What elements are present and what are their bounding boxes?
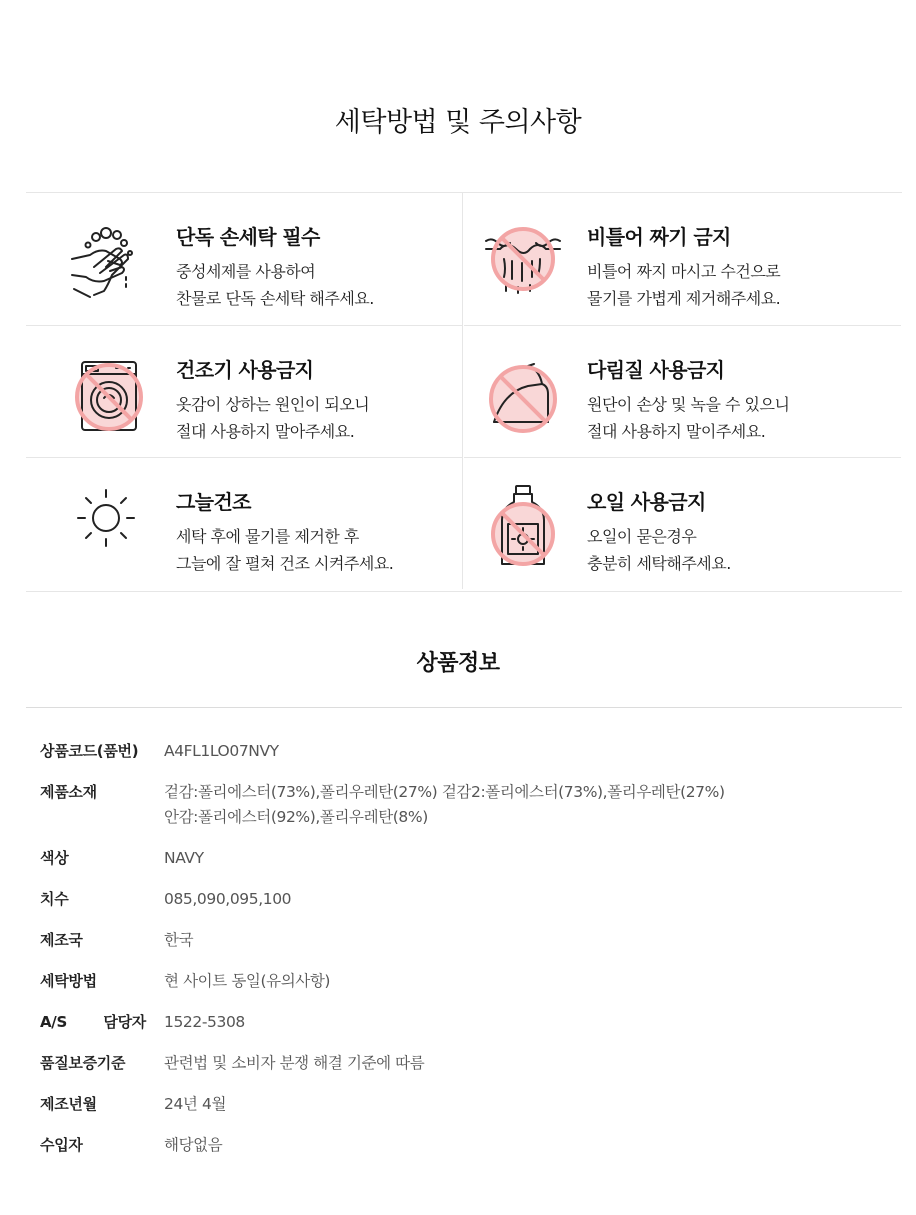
product-info-value: 한국: [164, 931, 194, 949]
shade-dry-icon: [64, 484, 154, 574]
care-description: 비틀어 짜지 마시고 수건으로 물기를 가볍게 제거해주세요.: [587, 262, 781, 308]
no-wring-icon: [478, 219, 568, 309]
product-info-value: 현 사이트 동일(유의사항): [164, 972, 331, 990]
hand-wash-icon: [64, 219, 154, 309]
no-dryer-icon: [64, 352, 154, 442]
care-item-no-oil: [464, 457, 901, 589]
care-heading: 단독 손세탁 필수: [176, 225, 320, 249]
product-info-row: [40, 888, 880, 912]
care-heading: 다림질 사용금지: [587, 358, 725, 382]
no-oil-icon: [478, 484, 568, 574]
product-info-table: [40, 740, 880, 1175]
product-info-row: [40, 1093, 880, 1117]
product-info-label: 색상: [40, 849, 69, 867]
care-heading: 그늘건조: [176, 490, 251, 514]
product-info-label: 제품소재: [40, 783, 97, 801]
care-heading: 비틀어 짜기 금지: [587, 225, 731, 249]
care-item-shade-dry: [26, 457, 463, 589]
product-info-title: 상품정보: [416, 651, 500, 676]
product-info-label: 제조국: [40, 931, 83, 949]
care-description: 오일이 묻은경우 충분히 세탁해주세요.: [587, 527, 731, 573]
care-item-no-wring: [464, 193, 901, 325]
product-info-row: [40, 1052, 880, 1076]
no-iron-icon: [478, 352, 568, 442]
product-info-label: 세탁방법: [40, 972, 97, 990]
divider: [26, 707, 902, 708]
care-item-hand-wash: [26, 193, 463, 325]
product-info-value: 겉감:폴리에스터(73%),폴리우레탄(27%) 겉감2:폴리에스터(73%),폴리우레탄(27%) 안감:폴리에스터(92%),폴리우레탄(8%): [164, 783, 725, 826]
care-instructions-grid: [26, 192, 902, 592]
care-heading: 오일 사용금지: [587, 490, 706, 514]
care-description: 원단이 손상 및 녹을 수 있으니 절대 사용하지 말이주세요.: [587, 395, 790, 441]
product-info-row: [40, 740, 880, 764]
product-info-label: 수입자: [40, 1136, 83, 1154]
product-info-value: 24년 4월: [164, 1095, 227, 1113]
product-info-value: 해당없음: [164, 1136, 223, 1154]
product-info-row: [40, 847, 880, 871]
care-description: 중성세제를 사용하여 찬물로 단독 손세탁 해주세요.: [176, 262, 374, 308]
care-section-title: 세탁방법 및 주의사항: [334, 107, 582, 138]
product-info-label: A/S 담당자: [40, 1013, 146, 1031]
product-info-value: 관련법 및 소비자 분쟁 해결 기준에 따름: [164, 1054, 425, 1072]
product-info-row: [40, 781, 880, 830]
product-info-row: [40, 1011, 880, 1035]
product-info-value: 085,090,095,100: [164, 890, 292, 908]
product-info-value: NAVY: [164, 849, 204, 867]
product-info-label: 품질보증기준: [40, 1054, 126, 1072]
product-info-row: [40, 1134, 880, 1158]
care-heading: 건조기 사용금지: [176, 358, 314, 382]
product-info-value: 1522-5308: [164, 1013, 245, 1031]
product-info-value: A4FL1LO07NVY: [164, 742, 279, 760]
care-description: 세탁 후에 물기를 제거한 후 그늘에 잘 펼쳐 건조 시켜주세요.: [176, 527, 394, 573]
care-item-no-iron: [464, 325, 901, 457]
product-info-row: [40, 929, 880, 953]
care-item-no-dryer: [26, 325, 463, 457]
product-info-label: 상품코드(품번): [40, 742, 139, 760]
care-description: 옷감이 상하는 원인이 되오니 절대 사용하지 말아주세요.: [176, 395, 370, 441]
product-info-row: [40, 970, 880, 994]
product-info-label: 제조년월: [40, 1095, 97, 1113]
product-info-label: 치수: [40, 890, 69, 908]
